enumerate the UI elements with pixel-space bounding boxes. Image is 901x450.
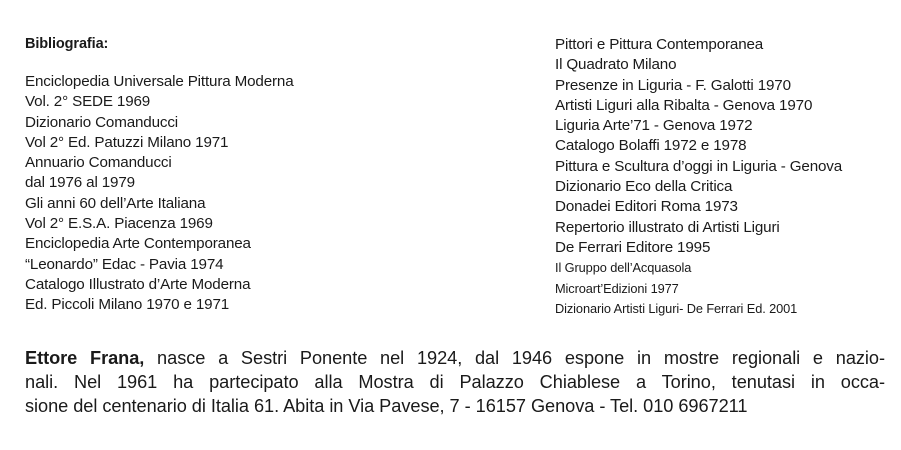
bibliography-left-column — [25, 36, 505, 316]
bibliography-entry: dal 1976 al 1979 — [25, 174, 135, 192]
bibliography-entry: Vol 2° Ed. Patuzzi Milano 1971 — [25, 133, 229, 151]
bibliography-entry: Annuario Comanducci — [25, 154, 172, 172]
bibliography-entry: Donadei Editori Roma 1973 — [555, 198, 738, 216]
bibliography-entry: “Leonardo” Edac - Pavia 1974 — [25, 255, 224, 273]
bibliography-entry: Vol. 2° SEDE 1969 — [25, 93, 151, 111]
bibliography-right-column — [555, 35, 895, 319]
bibliography-left-list — [25, 72, 505, 316]
biography-line — [25, 346, 885, 370]
bibliography-entry: Dizionario Comanducci — [25, 113, 179, 131]
bibliography-entry: Pittura e Scultura d’oggi in Liguria - Genova — [555, 157, 843, 175]
bibliography-entry: De Ferrari Editore 1995 — [555, 238, 711, 256]
bibliography-entry: Enciclopedia Arte Contemporanea — [25, 235, 251, 253]
artist-biography — [25, 346, 885, 419]
bibliography-entry: Liguria Arte’71 - Genova 1972 — [555, 117, 753, 135]
biography-line: sione del centenario di Italia 61. Abita in Via Pavese, 7 - 16157 Genova - Tel. 010 6967211 — [25, 396, 748, 417]
bibliography-entry: Enciclopedia Universale Pittura Moderna — [25, 73, 294, 90]
bibliography-entry: Artisti Liguri alla Ribalta - Genova 1970 — [555, 96, 813, 114]
bibliography-entry: Catalogo Bolaffi 1972 e 1978 — [555, 137, 747, 155]
bibliography-entry: Ed. Piccoli Milano 1970 e 1971 — [25, 296, 230, 314]
bibliography-entry: Repertorio illustrato di Artisti Liguri — [555, 218, 780, 236]
bibliography-entry-small: Il Gruppo dell’Acquasola — [555, 260, 692, 276]
bibliography-entry: Vol 2° E.S.A. Piacenza 1969 — [25, 215, 213, 233]
bibliography-entry: Dizionario Eco della Critica — [555, 178, 733, 196]
biography-text: nasce a Sestri Ponente nel 1924, dal 1946 espone in mostre regionali e nazio- — [144, 348, 885, 368]
bibliography-entry: Catalogo Illustrato d’Arte Moderna — [25, 275, 251, 293]
bibliography-entry: Gli anni 60 dell’Arte Italiana — [25, 194, 206, 212]
bibliography-entry-small: Microart’Edizioni 1977 — [555, 280, 679, 296]
biography-line: nali. Nel 1961 ha partecipato alla Mostra di Palazzo Chiablese a Torino, tenutasi in occa- — [25, 372, 885, 393]
artist-name: Ettore Frana, — [25, 348, 145, 368]
bibliography-entry: Presenze in Liguria - F. Galotti 1970 — [555, 76, 791, 94]
bibliography-entry: Il Quadrato Milano — [555, 56, 677, 74]
bibliography-heading: Bibliografia: — [25, 36, 109, 52]
bibliography-entry-small: Dizionario Artisti Liguri- De Ferrari Ed. 2001 — [555, 300, 798, 316]
bibliography-entry: Pittori e Pittura Contemporanea — [555, 36, 764, 53]
